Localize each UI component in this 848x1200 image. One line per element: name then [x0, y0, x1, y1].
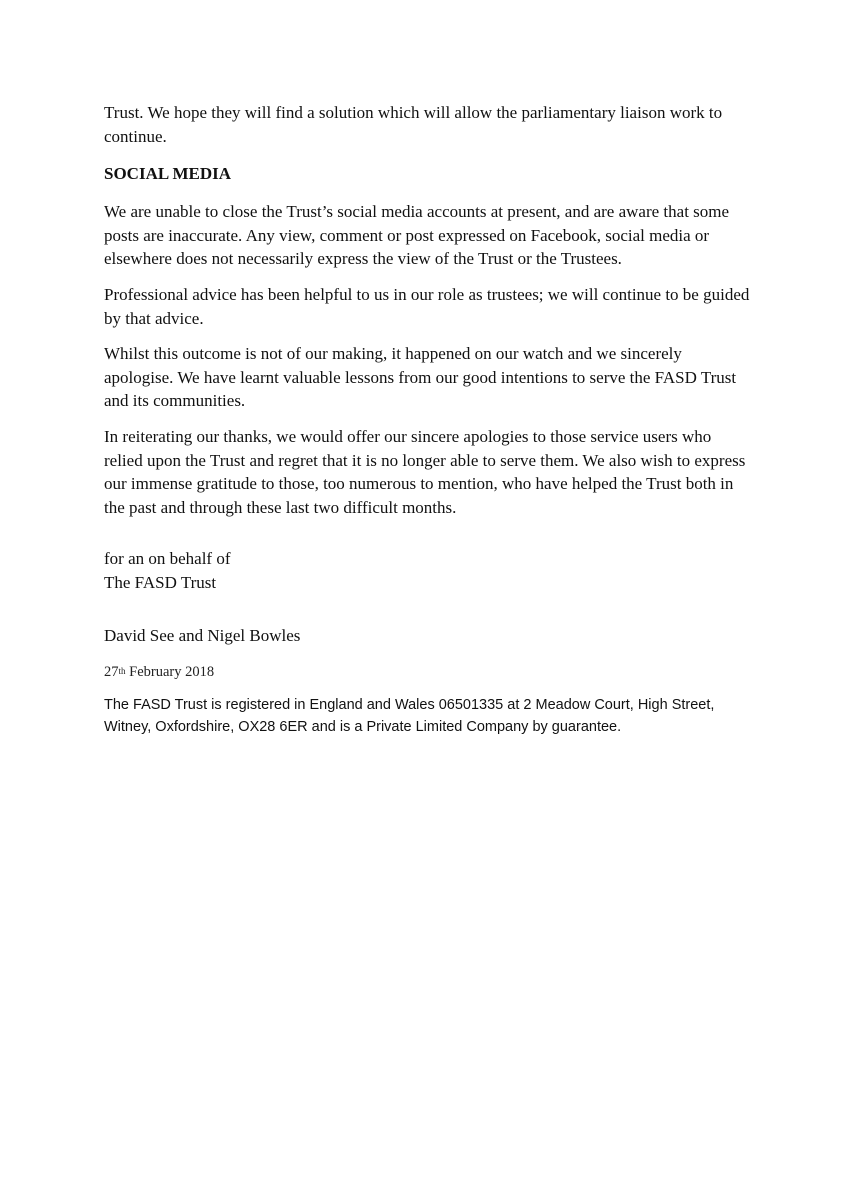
date-month-year: February 2018: [125, 664, 215, 680]
paragraph-professional-advice: Professional advice has been helpful to us in our role as trustees; we will continue to be guided by that advice.: [104, 285, 750, 328]
paragraph-social-media: We are unable to close the Trust’s social media accounts at present, and are aware that some posts are inaccurate. Any view, comment or post expressed on Facebook, social media or elsewhere does not necessarily express the view of the Trust or the Trustees.: [104, 202, 730, 268]
section-heading-social-media: SOCIAL MEDIA: [104, 164, 232, 183]
signatories: David See and Nigel Bowles: [104, 626, 301, 645]
document-date: [104, 662, 754, 682]
date-day: 27: [104, 664, 119, 680]
paragraph-continued: Trust. We hope they will find a solution which will allow the parliamentary liaison work to continue.: [104, 103, 723, 146]
signoff: [104, 547, 754, 594]
signoff-line-1: for an on behalf of: [104, 549, 231, 568]
date-ordinal-suffix: th: [118, 666, 126, 676]
registration-note: The FASD Trust is registered in England and Wales 06501335 at 2 Meadow Court, High Street, Witney, Oxfordshire, OX28 6ER and is a Private Limited Company by guarantee.: [104, 697, 715, 735]
signoff-line-2: The FASD Trust: [104, 572, 217, 592]
paragraph-outcome-apology: Whilst this outcome is not of our making, it happened on our watch and we sincerely apologise. We have learnt valuable lessons from our good intentions to serve the FASD Trust and its communities.: [104, 344, 737, 410]
paragraph-thanks: In reiterating our thanks, we would offer our sincere apologies to those service users who relied upon the Trust and regret that it is no longer able to serve them. We also wish to express our immense gratitude to those, too numerous to mention, who have helped the Trust both in the past and through these last two difficult months.: [104, 427, 746, 517]
